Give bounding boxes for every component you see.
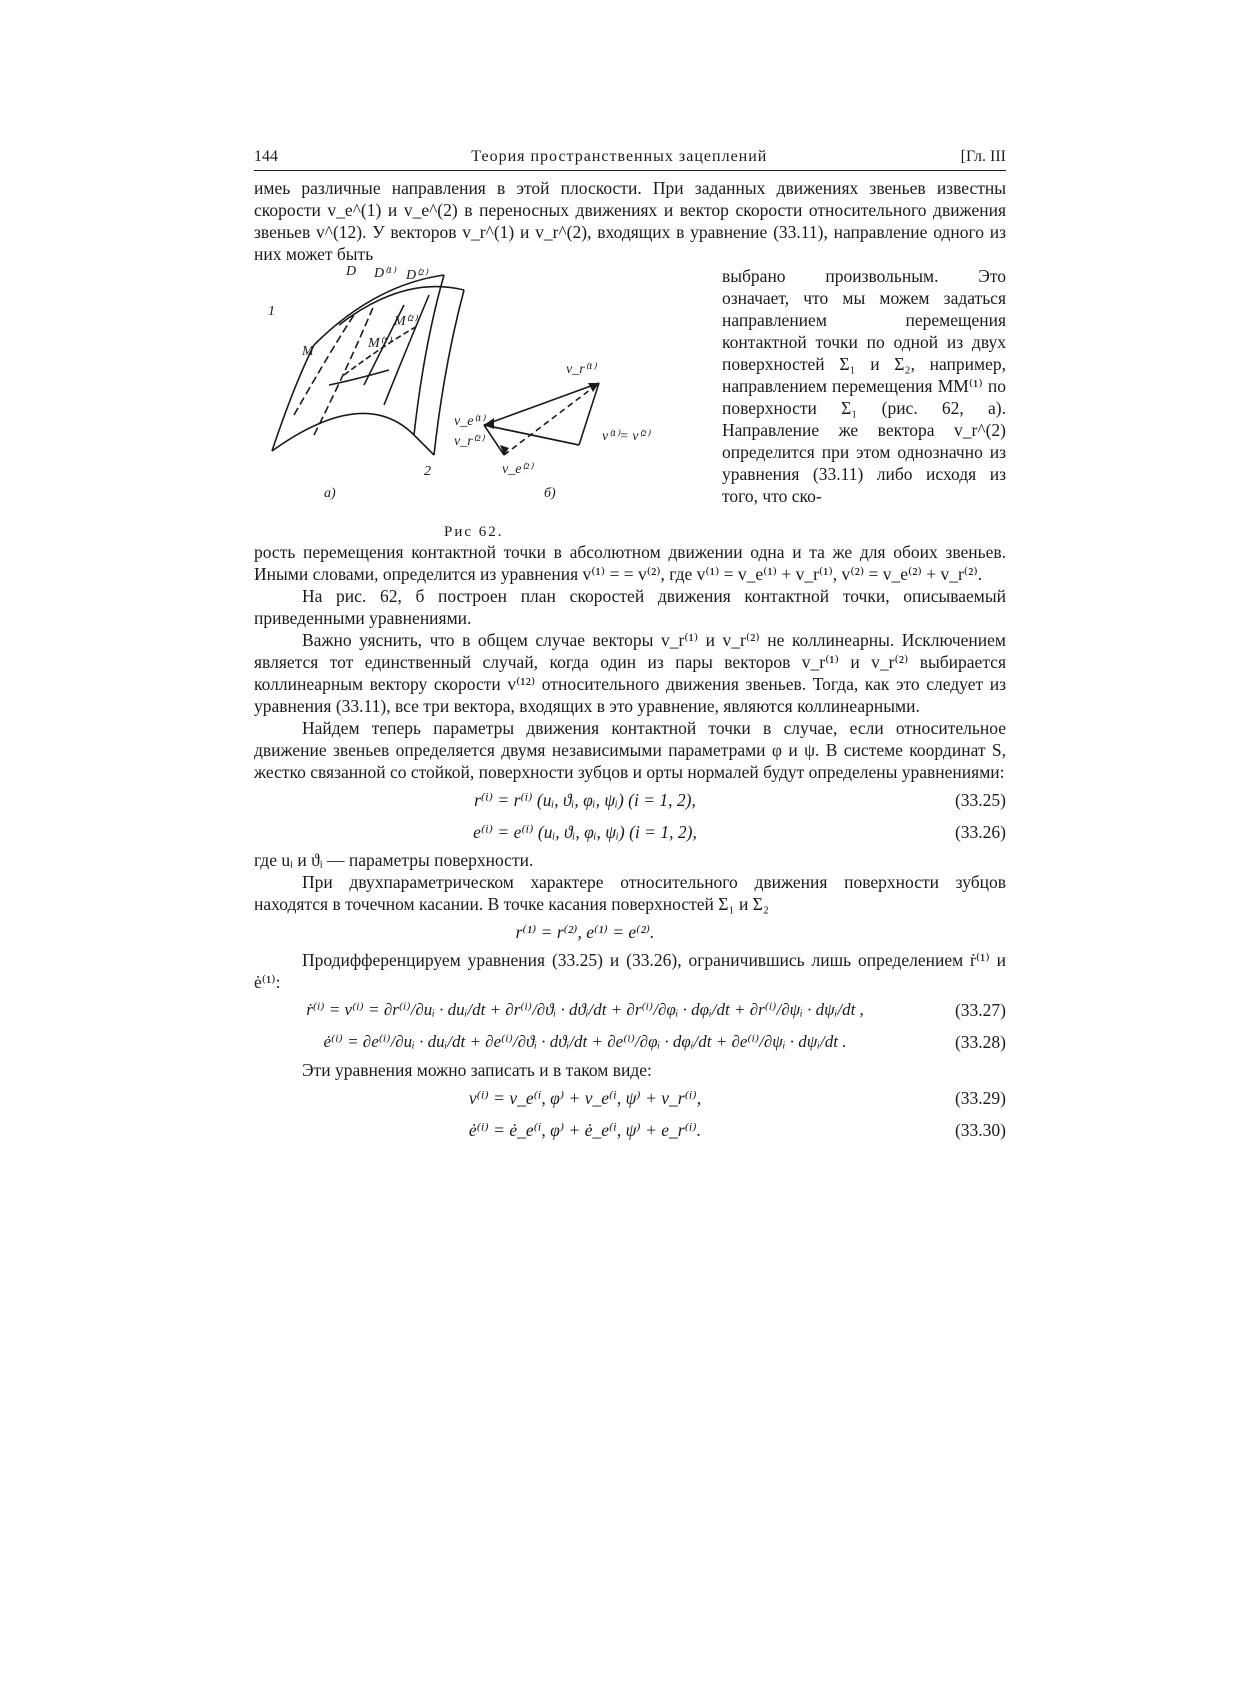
figure-block bbox=[254, 265, 1006, 541]
paragraph-2: На рис. 62, б построен план скоростей движения контактной точки, описываемый приведенными уравнениями. bbox=[254, 586, 1006, 628]
equation-contact: r⁽¹⁾ = r⁽²⁾, e⁽¹⁾ = e⁽²⁾. bbox=[515, 922, 655, 942]
paragraph-7: Продифференцируем уравнения (33.25) и (33.26), ограничившись лишь определением ṙ⁽¹⁾ и ė⁽¹⁾: bbox=[254, 950, 1006, 992]
running-head bbox=[254, 148, 1006, 171]
fig-label-vr2: v_r⁽²⁾ bbox=[454, 434, 484, 449]
fig-label-ve1: v_e⁽¹⁾ bbox=[454, 414, 485, 429]
paragraph-3: Важно уяснить, что в общем случае векторы v_r⁽¹⁾ и v_r⁽²⁾ не коллинеарны. Исключением является тот единственный случай, когда один из пары векторов v_r⁽¹⁾ и v_r⁽²⁾ выбирается коллинеарным вектору скорости v⁽¹²⁾ относительного движения звеньев. Тогда, как это следует из уравнения (33.11), все три вектора, входящих в это уравнение, являются коллинеарными. bbox=[254, 630, 1006, 716]
fig-label-2: 2 bbox=[424, 464, 431, 479]
fig-label-vr1: v_r⁽¹⁾ bbox=[566, 362, 596, 377]
fig-label-1: 1 bbox=[268, 304, 275, 319]
fig-label-a: а) bbox=[324, 486, 336, 501]
figure-62-drawing bbox=[254, 265, 722, 515]
figure-62 bbox=[254, 265, 722, 541]
paragraph-1-side: выбрано произвольным. Это означает, что мы можем задаться направлением перемещения контактной точки по одной из двух поверхностей Σ₁ и Σ₂, например, направлением перемещения MM⁽¹⁾ по поверхности Σ₁ (рис. 62, а). Направление же вектора v_r^(2) определится при этом однозначно из уравнения (33.11) либо исходя из того, что ско- bbox=[722, 266, 1006, 506]
fig-label-ve2: v_e⁽²⁾ bbox=[502, 462, 533, 477]
equation-33-27: ṙ⁽ⁱ⁾ = v⁽ⁱ⁾ = ∂r⁽ⁱ⁾/∂uᵢ · duᵢ/dt + ∂r⁽ⁱ⁾/∂ϑᵢ · dϑᵢ/dt + ∂r⁽ⁱ⁾/∂φᵢ · dφᵢ/dt + ∂r⁽ⁱ⁾/∂ψᵢ · dψᵢ/dt , (33.27) bbox=[306, 1000, 1006, 1020]
equation-33-25: r⁽ⁱ⁾ = r⁽ⁱ⁾ (uᵢ, ϑᵢ, φᵢ, ψᵢ) (i = 1, 2), (33.25) bbox=[474, 790, 1006, 810]
equation-33-29: v⁽ⁱ⁾ = v_e⁽ⁱ, φ⁾ + v_e⁽ⁱ, ψ⁾ + v_r⁽ⁱ⁾, (33.29) bbox=[468, 1088, 1006, 1108]
fig-label-M2: M⁽²⁾ bbox=[394, 314, 417, 329]
figure-caption: Рис 62. bbox=[444, 524, 504, 540]
fig-label-v1v2: v⁽¹⁾= v⁽²⁾ bbox=[602, 429, 650, 444]
fig-label-b: б) bbox=[544, 486, 556, 501]
equation-33-28: ė⁽ⁱ⁾ = ∂e⁽ⁱ⁾/∂uᵢ · duᵢ/dt + ∂e⁽ⁱ⁾/∂ϑᵢ · dϑᵢ/dt + ∂e⁽ⁱ⁾/∂φᵢ · dφᵢ/dt + ∂e⁽ⁱ⁾/∂ψᵢ · dψᵢ/dt . (33.28) bbox=[323, 1032, 1006, 1052]
running-title: Теория пространственных зацеплений bbox=[471, 148, 768, 165]
paragraph-1: имеь различные направления в этой плоскости. При заданных движениях звеньев известны скорости v_e^(1) и v_e^(2) в переносных движениях и вектор скорости относительного движения звеньев v^(12). У векторов v_r^(1) и v_r^(2), входящих в уравнение (33.11), направление одного из них может быть bbox=[254, 178, 1006, 264]
page-number: 144 bbox=[254, 148, 278, 165]
chapter-label: [Гл. III bbox=[960, 148, 1006, 165]
fig-label-D2: D⁽²⁾ bbox=[406, 268, 428, 283]
book-page bbox=[254, 148, 1006, 1147]
paragraph-4: Найдем теперь параметры движения контактной точки в случае, если относительное движение звеньев определяется двумя независимыми параметрами φ и ψ. В системе координат S, жестко связанной со стойкой, поверхности зубцов и орты нормалей будут определены уравнениями: bbox=[254, 718, 1006, 782]
paragraph-5: где uᵢ и ϑᵢ — параметры поверхности. bbox=[254, 850, 534, 870]
equation-33-26: e⁽ⁱ⁾ = e⁽ⁱ⁾ (uᵢ, ϑᵢ, φᵢ, ψᵢ) (i = 1, 2), (33.26) bbox=[473, 822, 1006, 842]
fig-label-M1: M⁽¹⁾ bbox=[368, 336, 391, 351]
paragraph-8: Эти уравнения можно записать и в таком виде: bbox=[302, 1060, 652, 1080]
paragraph-1-cont: рость перемещения контактной точки в абсолютном движении одна и та же для обоих звеньев. Иными словами, определится из уравнения v⁽¹⁾ = = v⁽²⁾, где v⁽¹⁾ = v_e⁽¹⁾ + v_r⁽¹⁾, v⁽²⁾ = v_e⁽²⁾ + v_r⁽²⁾. bbox=[254, 542, 1006, 584]
paragraph-6: При двухпараметрическом характере относительного движения поверхности зубцов находятся в точечном касании. В точке касания поверхностей Σ₁ и Σ₂ bbox=[254, 872, 1006, 914]
fig-label-M: M bbox=[302, 344, 314, 359]
fig-label-D: D bbox=[346, 265, 357, 279]
equation-33-30: ė⁽ⁱ⁾ = ė_e⁽ⁱ, φ⁾ + ė_e⁽ⁱ, ψ⁾ + e_r⁽ⁱ⁾. (33.30) bbox=[468, 1120, 1006, 1140]
fig-label-D1: D⁽¹⁾ bbox=[374, 266, 396, 281]
